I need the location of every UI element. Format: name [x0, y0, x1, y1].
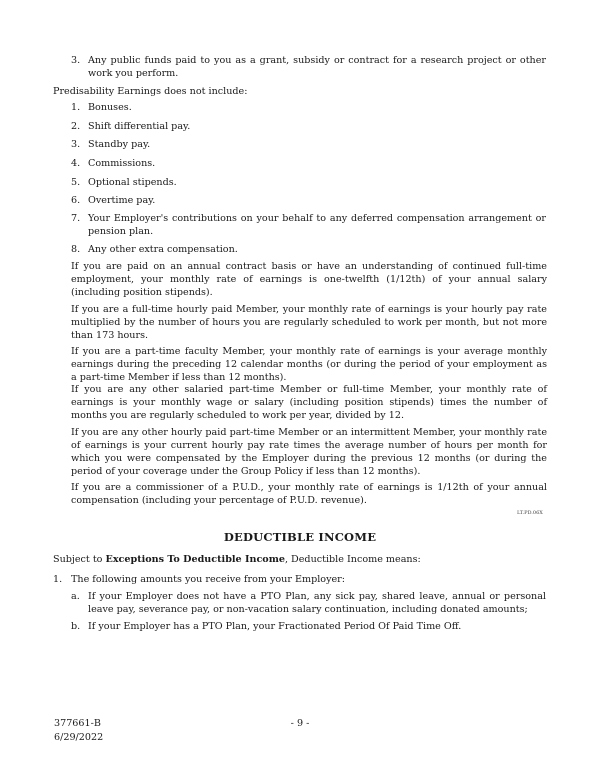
list-item-number: 1.	[53, 574, 63, 585]
list-item-text: Bonuses.	[88, 102, 132, 113]
exclusions-intro: Predisability Earnings does not include:	[53, 86, 248, 97]
footer-doc-id: 377661-B	[54, 718, 101, 729]
section-heading: DEDUCTIBLE INCOME	[223, 530, 377, 544]
list-item-number: 4.	[71, 158, 81, 169]
paragraph-part-time-faculty: If you are a part-time faculty Member, your monthly rate of earnings is your average monthly earnings during the preceding 12 calendar months (or during the period of your employment as a part-time Member if less than 12 months).	[71, 346, 547, 383]
sub-item-text: If your Employer has a PTO Plan, your Fractionated Period Of Paid Time Off.	[88, 621, 462, 632]
list-item-text: Standby pay.	[88, 139, 151, 150]
list-item-text: Shift differential pay.	[88, 121, 191, 132]
list-item-number: 7.	[71, 213, 81, 224]
page-number: - 9 -	[290, 718, 310, 729]
exceptions-link-text: Exceptions To Deductible Income	[105, 554, 285, 565]
paragraph-salaried-part-time: If you are any other salaried part-time Member or full-time Member, your monthly rate of earnings is your monthly wage or salary (including position stipends) times the number of months you are regularly scheduled to work per year, divided by 12.	[71, 384, 547, 421]
list-item-number: 5.	[71, 177, 81, 188]
sub-item-text: If your Employer does not have a PTO Plan, any sick pay, shared leave, annual or personal leave pay, severance pay, or non-vacation salary continuation, including donated amounts;	[88, 591, 546, 615]
footer-date: 6/29/2022	[54, 732, 104, 743]
paragraph-annual-contract: If you are paid on an annual contract basis or have an understanding of continued full-time employment, your monthly rate of earnings is one-twelfth (1/12th) of your annual salary (including position stipends).	[71, 261, 547, 298]
list-item-text: Any public funds paid to you as a grant, subsidy or contract for a research project or other work you perform.	[88, 55, 546, 79]
sub-item-letter: a.	[71, 591, 80, 602]
list-item-number: 8.	[71, 244, 81, 255]
list-item-number: 2.	[71, 121, 81, 132]
list-item-text: Overtime pay.	[88, 195, 156, 206]
list-item-number: 3.	[71, 55, 81, 66]
list-item-number: 3.	[71, 139, 81, 150]
paragraph-hourly-part-time: If you are any other hourly paid part-time Member or an intermittent Member, your monthly rate of earnings is your current hourly pay rate times the average number of hours per month for which you were compensated by the Employer during the previous 12 months (or during the period of your coverage under the Group Policy if less than 12 months).	[71, 427, 547, 477]
list-item-number: 6.	[71, 195, 81, 206]
list-item-text: Optional stipends.	[88, 177, 177, 188]
list-item-text: Your Employer's contributions on your behalf to any deferred compensation arrangement or pension plan.	[88, 213, 546, 237]
list-item-text: Any other extra compensation.	[88, 244, 238, 255]
paragraph-full-time-hourly: If you are a full-time hourly paid Member, your monthly rate of earnings is your hourly pay rate multiplied by the number of hours you are regularly scheduled to work per month, but not more than 173 hours.	[71, 304, 547, 341]
deductible-intro	[53, 553, 421, 566]
sub-item-letter: b.	[71, 621, 81, 632]
list-item-text: Commissions.	[88, 158, 156, 169]
deductible-intro-suffix: , Deductible Income means:	[284, 554, 421, 565]
form-code: LT.PD.06X	[517, 510, 543, 516]
deductible-intro-prefix: Subject to	[53, 554, 106, 565]
list-item-number: 1.	[71, 102, 81, 113]
paragraph-pud-commissioner: If you are a commissioner of a P.U.D., your monthly rate of earnings is 1/12th of your annual compensation (including your percentage of P.U.D. revenue).	[71, 482, 547, 506]
list-item-text: The following amounts you receive from your Employer:	[71, 574, 345, 585]
